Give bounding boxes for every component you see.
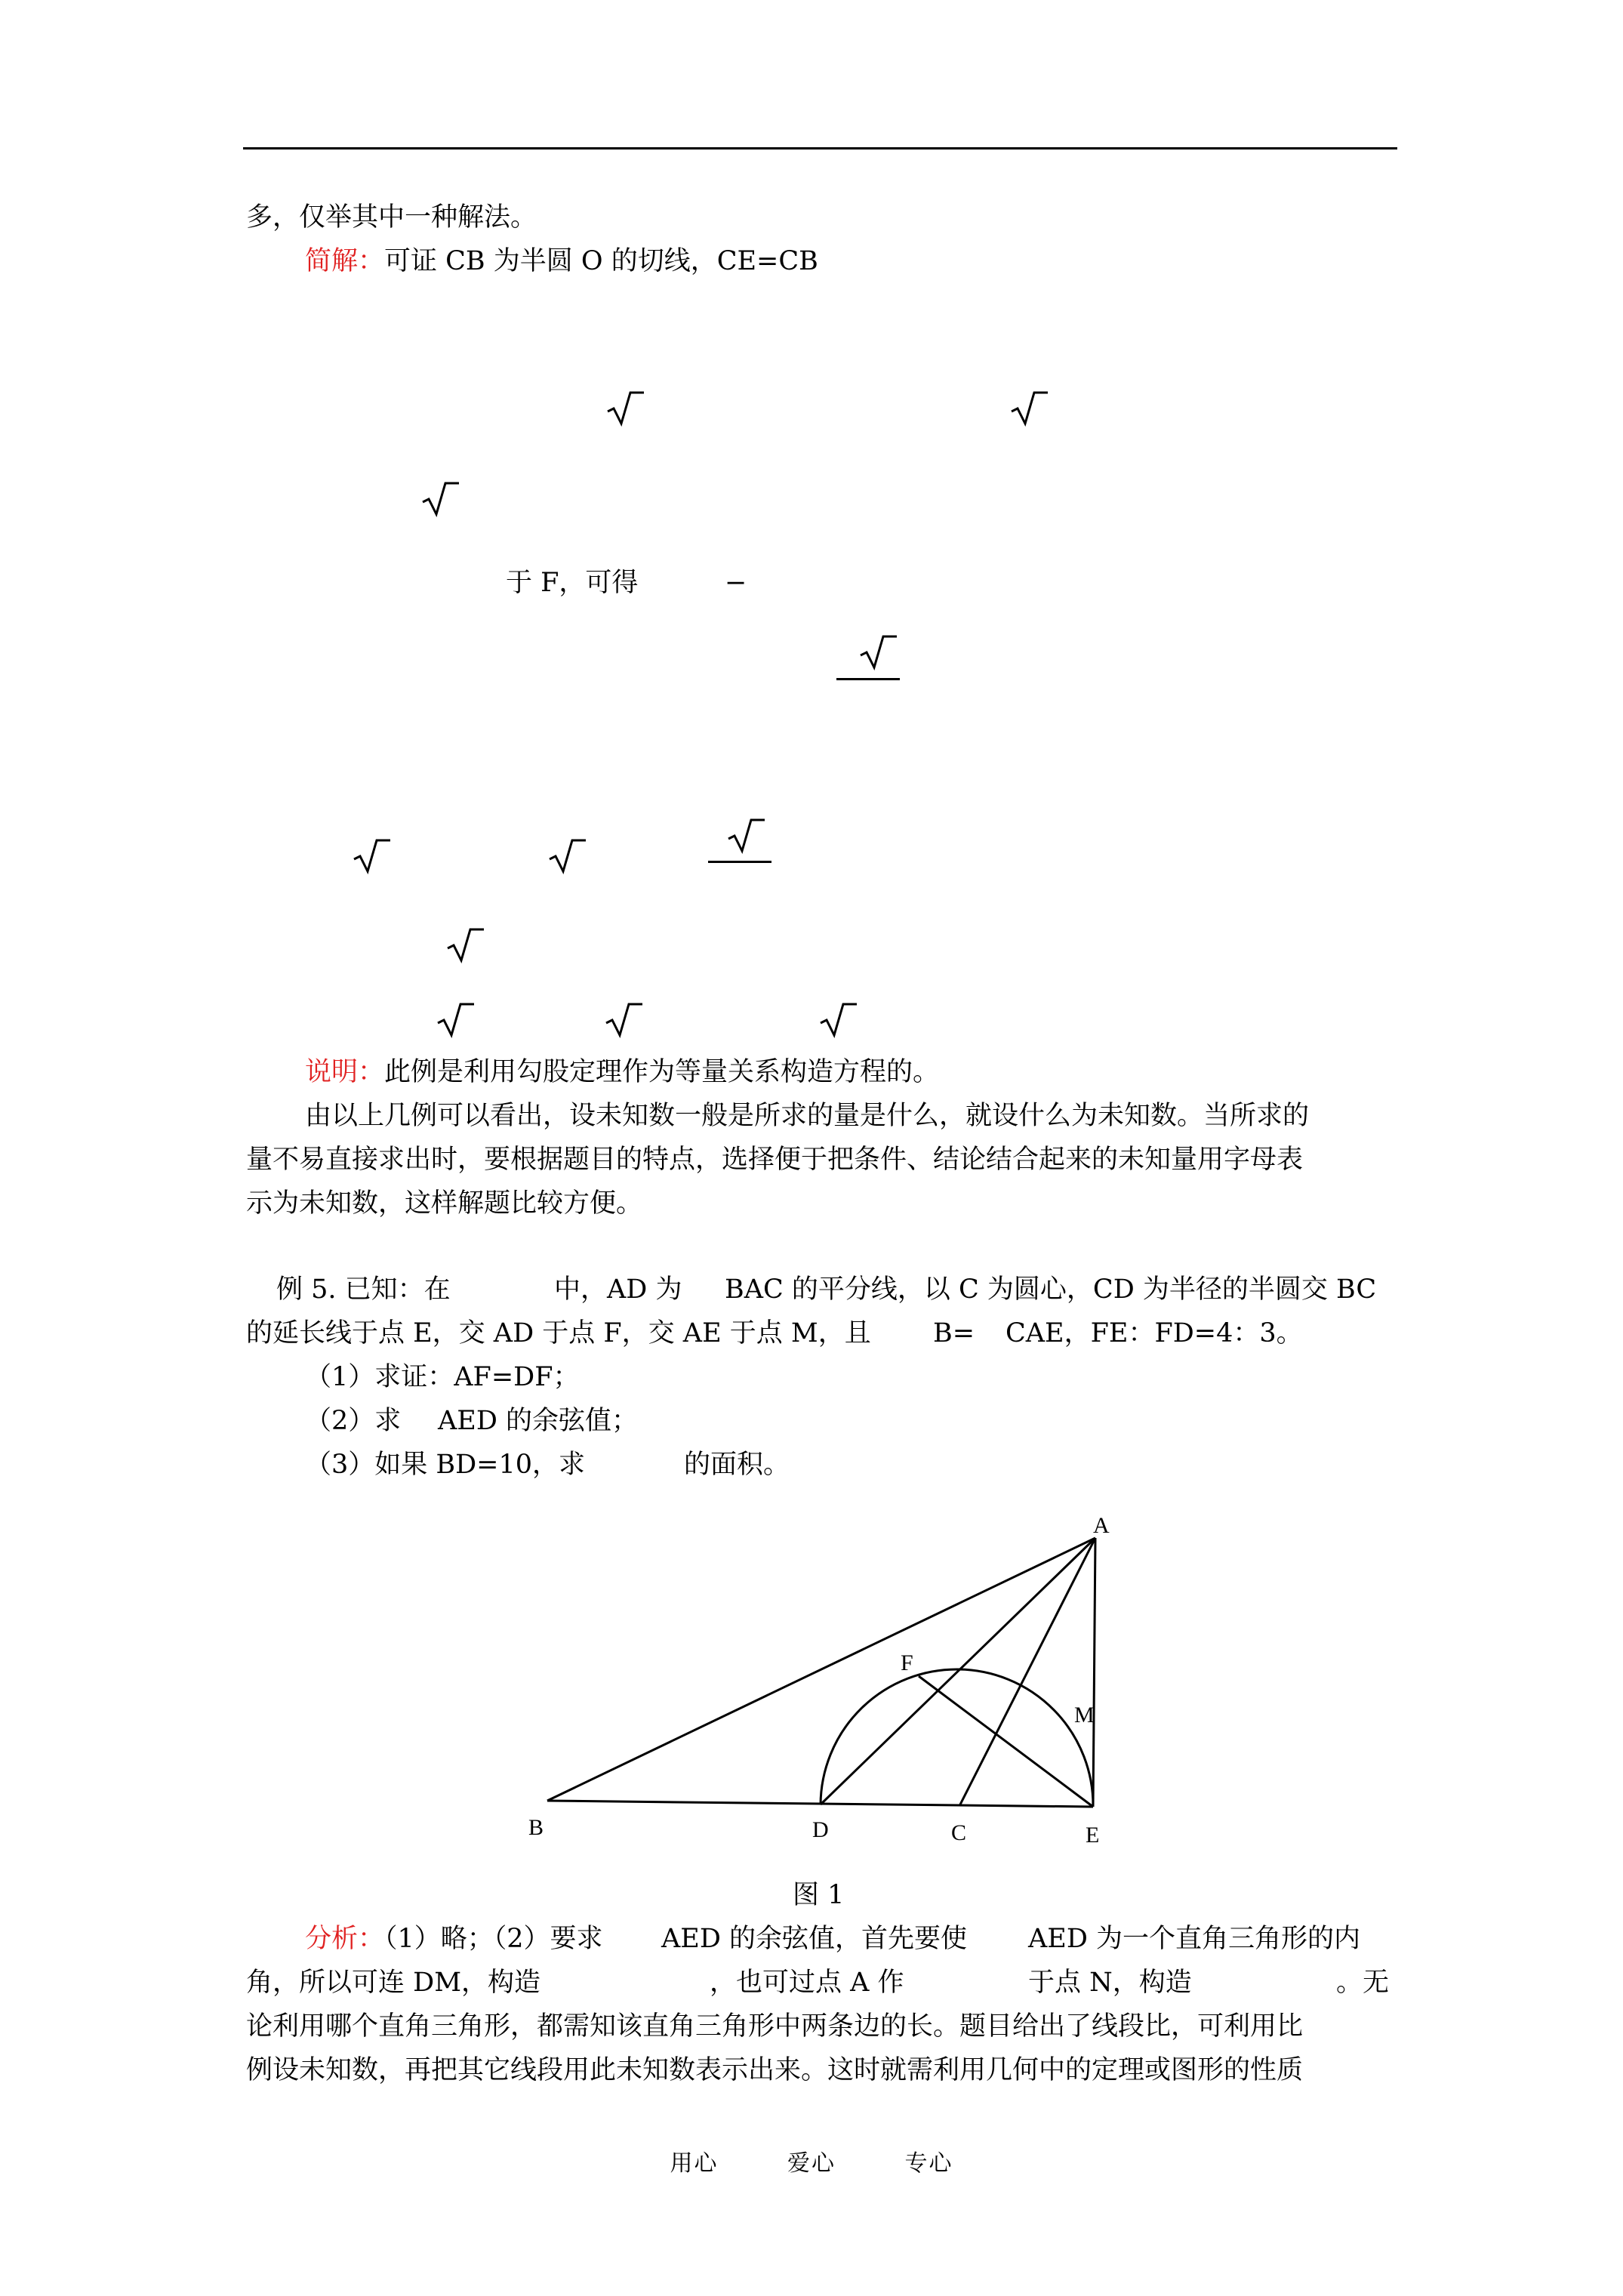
segment-ab [547, 1538, 1095, 1801]
analysis-text: （1）略；（2）要求 [384, 1924, 603, 1954]
brief-solution-text: 可证 CB 为半圆 O 的切线，CE=CB [384, 246, 818, 276]
sqrt-symbol [353, 838, 392, 874]
sqrt-symbol [605, 1002, 644, 1038]
analysis-text: ，也可过点 A 作 [710, 1968, 904, 1998]
sqrt-symbol [446, 927, 485, 963]
note-text: 此例是利用勾股定理作为等量关系构造方程的。 [384, 1057, 940, 1087]
question-2: （2）求 [305, 1406, 402, 1436]
analysis-text: 角，所以可连 DM，构造 [246, 1968, 541, 1998]
note-label: 说明： [305, 1057, 385, 1087]
question-3: （3）如果 BD=10，求 [305, 1450, 586, 1480]
analysis-label: 分析： [305, 1924, 385, 1954]
example5-text: B= [933, 1318, 975, 1348]
sqrt-symbol [421, 481, 460, 517]
sqrt-symbol [727, 818, 766, 854]
label-d: D [812, 1817, 829, 1842]
question-1: （1）求证：AF=DF； [305, 1362, 580, 1392]
segment-ae [1093, 1538, 1095, 1807]
segment-fe [919, 1676, 1093, 1807]
sqrt-symbol [819, 1002, 858, 1038]
geometry-figure [521, 1510, 1125, 1857]
fraction-bar [836, 678, 900, 680]
sqrt-symbol [606, 390, 645, 427]
label-e: E [1086, 1823, 1100, 1848]
summary-line: 示为未知数，这样解题比较方便。 [246, 1188, 643, 1219]
footer-text: 爱心 [787, 2150, 836, 2177]
question-3: 的面积。 [684, 1450, 790, 1480]
brief-solution [305, 246, 818, 276]
label-b: B [528, 1815, 544, 1840]
paragraph-continuation: 多，仅举其中一种解法。 [246, 202, 537, 233]
label-c: C [951, 1820, 967, 1845]
summary-line: 由以上几例可以看出，设未知数一般是所求的量是什么，就设什么为未知数。当所求的 [305, 1101, 1310, 1131]
sqrt-symbol [859, 634, 898, 670]
sqrt-symbol [1010, 390, 1049, 427]
paragraph-yu-f: 于 F，可得 [506, 568, 639, 598]
label-f: F [901, 1650, 913, 1675]
example5-text: 的延长线于点 E，交 AD 于点 F，交 AE 于点 M，且 [246, 1318, 871, 1348]
summary-line: 量不易直接求出时，要根据题目的特点，选择便于把条件、结论结合起来的未知量用字母表 [246, 1145, 1304, 1175]
analysis-line [305, 1924, 603, 1954]
example5-text: 例 5. 已知：在 [276, 1274, 451, 1305]
footer-text: 用心 [670, 2150, 719, 2177]
sqrt-symbol [548, 838, 587, 874]
header-rule [243, 147, 1397, 149]
figure-caption: 图 1 [793, 1880, 845, 1910]
example5-text: BAC 的平分线，以 C 为圆心，CD 为半径的半圆交 BC [725, 1274, 1377, 1305]
question-2: AED 的余弦值； [438, 1406, 639, 1436]
brief-solution-label: 简解： [305, 246, 385, 276]
label-m: M [1074, 1703, 1095, 1727]
segment-ad [821, 1538, 1095, 1804]
note [305, 1057, 939, 1087]
footer-text: 专心 [904, 2150, 953, 2177]
analysis-text: AED 为一个直角三角形的内 [1028, 1924, 1361, 1954]
minus-sign: − [725, 568, 747, 598]
analysis-text: 。无 [1336, 1968, 1390, 1998]
analysis-text: 例设未知数，再把其它线段用此未知数表示出来。这时就需利用几何中的定理或图形的性质 [246, 2055, 1304, 2085]
label-a: A [1093, 1513, 1110, 1538]
example5-text: CAE，FE：FD=4：3。 [1006, 1318, 1303, 1348]
sqrt-symbol [436, 1002, 476, 1038]
analysis-text: 于点 N，构造 [1028, 1968, 1192, 1998]
semicircle [821, 1669, 1093, 1807]
fraction-bar [708, 861, 771, 863]
example5-text: 中，AD 为 [554, 1274, 682, 1305]
analysis-text: AED 的余弦值，首先要使 [661, 1924, 968, 1954]
analysis-text: 论利用哪个直角三角形，都需知该直角三角形中两条边的长。题目给出了线段比，可利用比 [246, 2011, 1304, 2042]
page-footer [0, 2144, 1623, 2177]
